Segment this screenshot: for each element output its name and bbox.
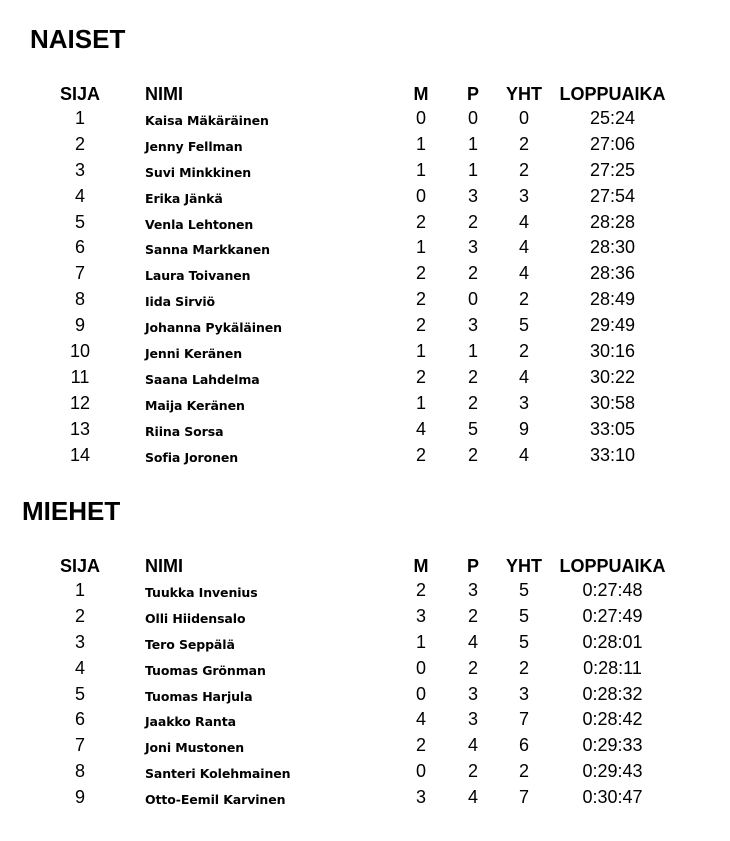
cell-p: 3: [467, 580, 478, 600]
cell-m: 4: [415, 418, 426, 439]
table-row: [0, 391, 730, 417]
cell-nimi: Maija Keränen: [145, 397, 245, 413]
table-row: [0, 235, 730, 261]
cell-loppuaika: 0:27:48: [582, 580, 643, 600]
cell-loppuaika: 0:28:42: [582, 709, 643, 730]
cell-nimi: Tuomas Grönman: [145, 662, 266, 678]
cell-loppuaika: 0:28:01: [582, 631, 643, 652]
cell-yht: 6: [518, 735, 529, 756]
cell-m: 1: [415, 392, 426, 413]
cell-m: 2: [415, 289, 426, 310]
cell-nimi: Sofia Joronen: [145, 449, 239, 465]
naiset-results-table: [0, 82, 730, 468]
cell-p: 0: [467, 108, 478, 128]
column-header-m: M: [413, 556, 429, 576]
cell-sija: 2: [74, 133, 85, 154]
column-header-yht: YHT: [506, 84, 542, 104]
cell-nimi: Sanna Markkanen: [145, 242, 270, 258]
table-row: [0, 210, 730, 236]
cell-sija: 9: [74, 787, 85, 808]
cell-m: 0: [415, 761, 426, 782]
table-row: [0, 578, 730, 604]
column-header-sija: SIJA: [59, 84, 101, 104]
cell-sija: 4: [74, 657, 85, 678]
cell-p: 2: [467, 263, 478, 284]
cell-m: 1: [415, 237, 426, 258]
cell-nimi: Venla Lehtonen: [145, 216, 254, 232]
cell-loppuaika: 33:05: [589, 418, 636, 439]
miehet-results-table: [0, 554, 730, 811]
cell-p: 5: [467, 418, 478, 439]
cell-sija: 10: [69, 341, 91, 362]
cell-sija: 4: [74, 185, 85, 206]
cell-p: 2: [467, 444, 478, 465]
cell-nimi: Saana Lahdelma: [145, 371, 260, 387]
cell-nimi: Iida Sirviö: [145, 294, 216, 310]
table-row: [0, 604, 730, 630]
table-row: [0, 106, 730, 132]
cell-loppuaika: 0:27:49: [582, 605, 643, 626]
cell-m: 0: [415, 185, 426, 206]
cell-yht: 4: [518, 366, 529, 387]
column-header-m: M: [413, 84, 429, 104]
cell-sija: 12: [69, 392, 91, 413]
cell-loppuaika: 28:49: [589, 289, 636, 310]
cell-sija: 8: [74, 289, 85, 310]
cell-loppuaika: 27:54: [589, 185, 636, 206]
table-row: [0, 656, 730, 682]
cell-p: 3: [467, 709, 478, 730]
cell-nimi: Johanna Pykäläinen: [145, 320, 282, 336]
cell-sija: 3: [74, 631, 85, 652]
cell-loppuaika: 28:28: [589, 211, 636, 232]
cell-p: 1: [467, 159, 478, 180]
cell-sija: 9: [74, 315, 85, 336]
cell-nimi: Jenni Keränen: [145, 346, 243, 362]
cell-nimi: Tuukka Invenius: [145, 585, 258, 600]
cell-yht: 2: [518, 657, 529, 678]
miehet-title: MIEHET: [22, 496, 121, 526]
cell-loppuaika: 30:58: [589, 392, 636, 413]
cell-p: 1: [467, 341, 478, 362]
cell-loppuaika: 0:30:47: [582, 787, 643, 808]
cell-p: 3: [467, 315, 478, 336]
cell-nimi: Olli Hiidensalo: [145, 610, 246, 626]
cell-yht: 5: [518, 605, 529, 626]
cell-sija: 1: [74, 580, 85, 600]
cell-m: 3: [415, 605, 426, 626]
cell-yht: 4: [518, 263, 529, 284]
cell-sija: 1: [74, 108, 85, 128]
table-row: [0, 417, 730, 443]
table-row: [0, 365, 730, 391]
table-header-row: [0, 82, 730, 106]
cell-sija: 5: [74, 683, 85, 704]
table-row: [0, 707, 730, 733]
cell-loppuaika: 0:28:11: [583, 657, 642, 678]
cell-p: 0: [467, 289, 478, 310]
cell-loppuaika: 28:36: [589, 263, 636, 284]
table-row: [0, 158, 730, 184]
cell-p: 2: [467, 657, 478, 678]
column-header-yht: YHT: [506, 556, 542, 576]
cell-yht: 4: [518, 444, 529, 465]
cell-sija: 7: [74, 735, 85, 756]
table-row: [0, 313, 730, 339]
cell-nimi: Kaisa Mäkäräinen: [145, 113, 269, 128]
cell-nimi: Otto-Eemil Karvinen: [145, 792, 286, 808]
cell-m: 2: [415, 580, 426, 600]
cell-p: 2: [467, 761, 478, 782]
cell-sija: 2: [74, 605, 85, 626]
cell-sija: 6: [74, 709, 85, 730]
cell-m: 0: [415, 683, 426, 704]
cell-p: 4: [467, 787, 478, 808]
cell-yht: 3: [518, 185, 529, 206]
cell-p: 2: [467, 605, 478, 626]
cell-m: 2: [415, 444, 426, 465]
cell-p: 2: [467, 392, 478, 413]
cell-loppuaika: 29:49: [589, 315, 636, 336]
cell-m: 2: [415, 263, 426, 284]
cell-yht: 2: [518, 341, 529, 362]
cell-yht: 4: [518, 237, 529, 258]
cell-sija: 13: [69, 418, 91, 439]
table-row: [0, 682, 730, 708]
table-row: [0, 261, 730, 287]
cell-nimi: Santeri Kolehmainen: [145, 766, 291, 782]
table-row: [0, 630, 730, 656]
table-row: [0, 339, 730, 365]
column-header-p: P: [466, 556, 479, 576]
cell-p: 1: [467, 133, 478, 154]
cell-nimi: Tero Seppälä: [145, 636, 235, 652]
column-header-loppuaika: LOPPUAIKA: [559, 84, 666, 104]
column-header-p: P: [466, 84, 479, 104]
cell-m: 1: [415, 133, 426, 154]
cell-m: 3: [415, 787, 426, 808]
cell-yht: 4: [518, 211, 529, 232]
cell-p: 3: [467, 237, 478, 258]
cell-m: 0: [415, 657, 426, 678]
cell-m: 2: [415, 735, 426, 756]
cell-yht: 0: [518, 108, 529, 128]
cell-yht: 2: [518, 159, 529, 180]
table-row: [0, 443, 730, 469]
cell-m: 0: [415, 108, 426, 128]
column-header-nimi: NIMI: [145, 556, 183, 576]
cell-nimi: Jaakko Ranta: [145, 714, 236, 730]
cell-p: 2: [467, 366, 478, 387]
cell-yht: 5: [518, 631, 529, 652]
cell-loppuaika: 33:10: [589, 444, 636, 465]
cell-p: 3: [467, 185, 478, 206]
cell-m: 4: [415, 709, 426, 730]
cell-sija: 11: [70, 366, 90, 387]
cell-loppuaika: 27:06: [589, 133, 636, 154]
cell-loppuaika: 25:24: [589, 108, 636, 128]
cell-p: 4: [467, 631, 478, 652]
cell-yht: 7: [518, 709, 529, 730]
cell-yht: 2: [518, 133, 529, 154]
cell-sija: 3: [74, 159, 85, 180]
cell-p: 2: [467, 211, 478, 232]
table-row: [0, 184, 730, 210]
cell-sija: 14: [69, 444, 91, 465]
cell-yht: 2: [518, 289, 529, 310]
cell-sija: 5: [74, 211, 85, 232]
cell-loppuaika: 0:28:32: [582, 683, 643, 704]
cell-yht: 9: [518, 418, 529, 439]
cell-nimi: Erika Jänkä: [145, 190, 223, 206]
cell-m: 2: [415, 211, 426, 232]
cell-yht: 7: [518, 787, 529, 808]
cell-nimi: Jenny Fellman: [145, 138, 243, 154]
table-row: [0, 287, 730, 313]
cell-m: 1: [415, 159, 426, 180]
cell-yht: 3: [518, 683, 529, 704]
column-header-loppuaika: LOPPUAIKA: [559, 556, 666, 576]
naiset-title: NAISET: [30, 24, 126, 54]
cell-sija: 8: [74, 761, 85, 782]
table-row: [0, 759, 730, 785]
column-header-nimi: NIMI: [145, 84, 183, 104]
cell-nimi: Laura Toivanen: [145, 268, 251, 284]
cell-nimi: Tuomas Harjula: [145, 688, 253, 704]
cell-sija: 6: [74, 237, 85, 258]
table-row: [0, 785, 730, 811]
cell-m: 1: [415, 631, 426, 652]
cell-yht: 2: [518, 761, 529, 782]
column-header-sija: SIJA: [59, 556, 101, 576]
table-row: [0, 132, 730, 158]
cell-nimi: Suvi Minkkinen: [145, 164, 252, 180]
cell-yht: 5: [518, 580, 529, 600]
cell-loppuaika: 30:16: [589, 341, 636, 362]
cell-loppuaika: 0:29:43: [582, 761, 643, 782]
cell-sija: 7: [74, 263, 85, 284]
cell-loppuaika: 28:30: [589, 237, 636, 258]
cell-loppuaika: 30:22: [589, 366, 636, 387]
cell-yht: 5: [518, 315, 529, 336]
cell-yht: 3: [518, 392, 529, 413]
cell-nimi: Riina Sorsa: [145, 423, 224, 439]
table-row: [0, 733, 730, 759]
cell-nimi: Joni Mustonen: [145, 740, 245, 756]
table-header-row: [0, 554, 730, 578]
cell-p: 3: [467, 683, 478, 704]
cell-m: 1: [415, 341, 426, 362]
cell-loppuaika: 0:29:33: [582, 735, 643, 756]
cell-p: 4: [467, 735, 478, 756]
cell-loppuaika: 27:25: [589, 159, 636, 180]
cell-m: 2: [415, 315, 426, 336]
cell-m: 2: [415, 366, 426, 387]
